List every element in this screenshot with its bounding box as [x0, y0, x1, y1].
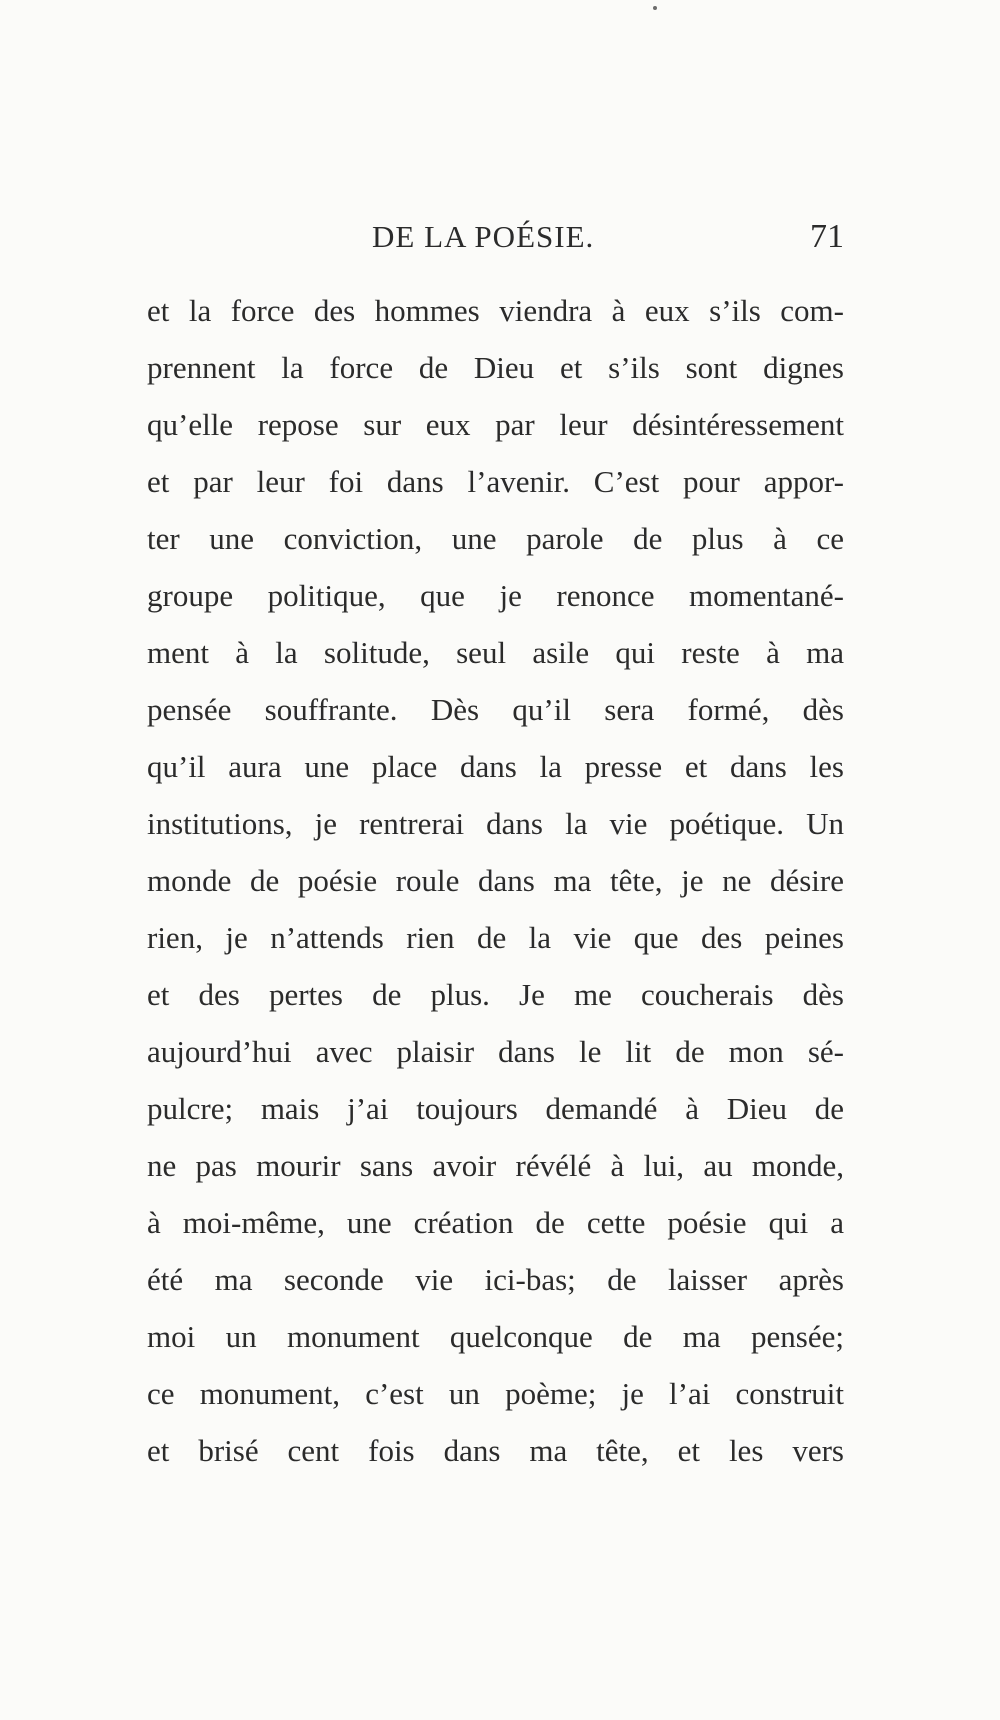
text-line: rien, je n’attends rien de la vie que des peines — [147, 920, 844, 955]
page-header — [147, 212, 844, 262]
text-line: qu’elle repose sur eux par leur désintéressement — [147, 407, 844, 442]
text-line: moi un monument quelconque de ma pensée; — [147, 1319, 844, 1354]
body-text — [147, 282, 844, 1479]
page-number: 71 — [810, 218, 844, 255]
text-line: ne pas mourir sans avoir révélé à lui, au monde, — [147, 1148, 844, 1183]
text-line: pulcre; mais j’ai toujours demandé à Dieu de — [147, 1091, 844, 1126]
text-line: prennent la force de Dieu et s’ils sont dignes — [147, 350, 844, 385]
text-line: été ma seconde vie ici-bas; de laisser après — [147, 1262, 844, 1297]
text-line: monde de poésie roule dans ma tête, je ne désire — [147, 863, 844, 898]
paper-speck — [653, 6, 657, 10]
text-line: ter une conviction, une parole de plus à ce — [147, 521, 844, 556]
text-line: groupe politique, que je renonce momentané- — [147, 578, 844, 613]
text-line: et la force des hommes viendra à eux s’ils com- — [147, 293, 844, 328]
text-line: à moi-même, une création de cette poésie qui a — [147, 1205, 844, 1240]
running-title: DE LA POÉSIE. — [372, 219, 595, 254]
text-line: qu’il aura une place dans la presse et dans les — [147, 749, 844, 784]
text-line: aujourd’hui avec plaisir dans le lit de mon sé- — [147, 1034, 844, 1069]
text-line: institutions, je rentrerai dans la vie poétique. Un — [147, 806, 844, 841]
text-line: ce monument, c’est un poème; je l’ai construit — [147, 1376, 844, 1411]
text-line: et brisé cent fois dans ma tête, et les vers — [147, 1433, 844, 1468]
text-line: et des pertes de plus. Je me coucherais dès — [147, 977, 844, 1012]
text-line: pensée souffrante. Dès qu’il sera formé, dès — [147, 692, 844, 727]
text-line: ment à la solitude, seul asile qui reste à ma — [147, 635, 844, 670]
text-line: et par leur foi dans l’avenir. C’est pour appor- — [147, 464, 844, 499]
